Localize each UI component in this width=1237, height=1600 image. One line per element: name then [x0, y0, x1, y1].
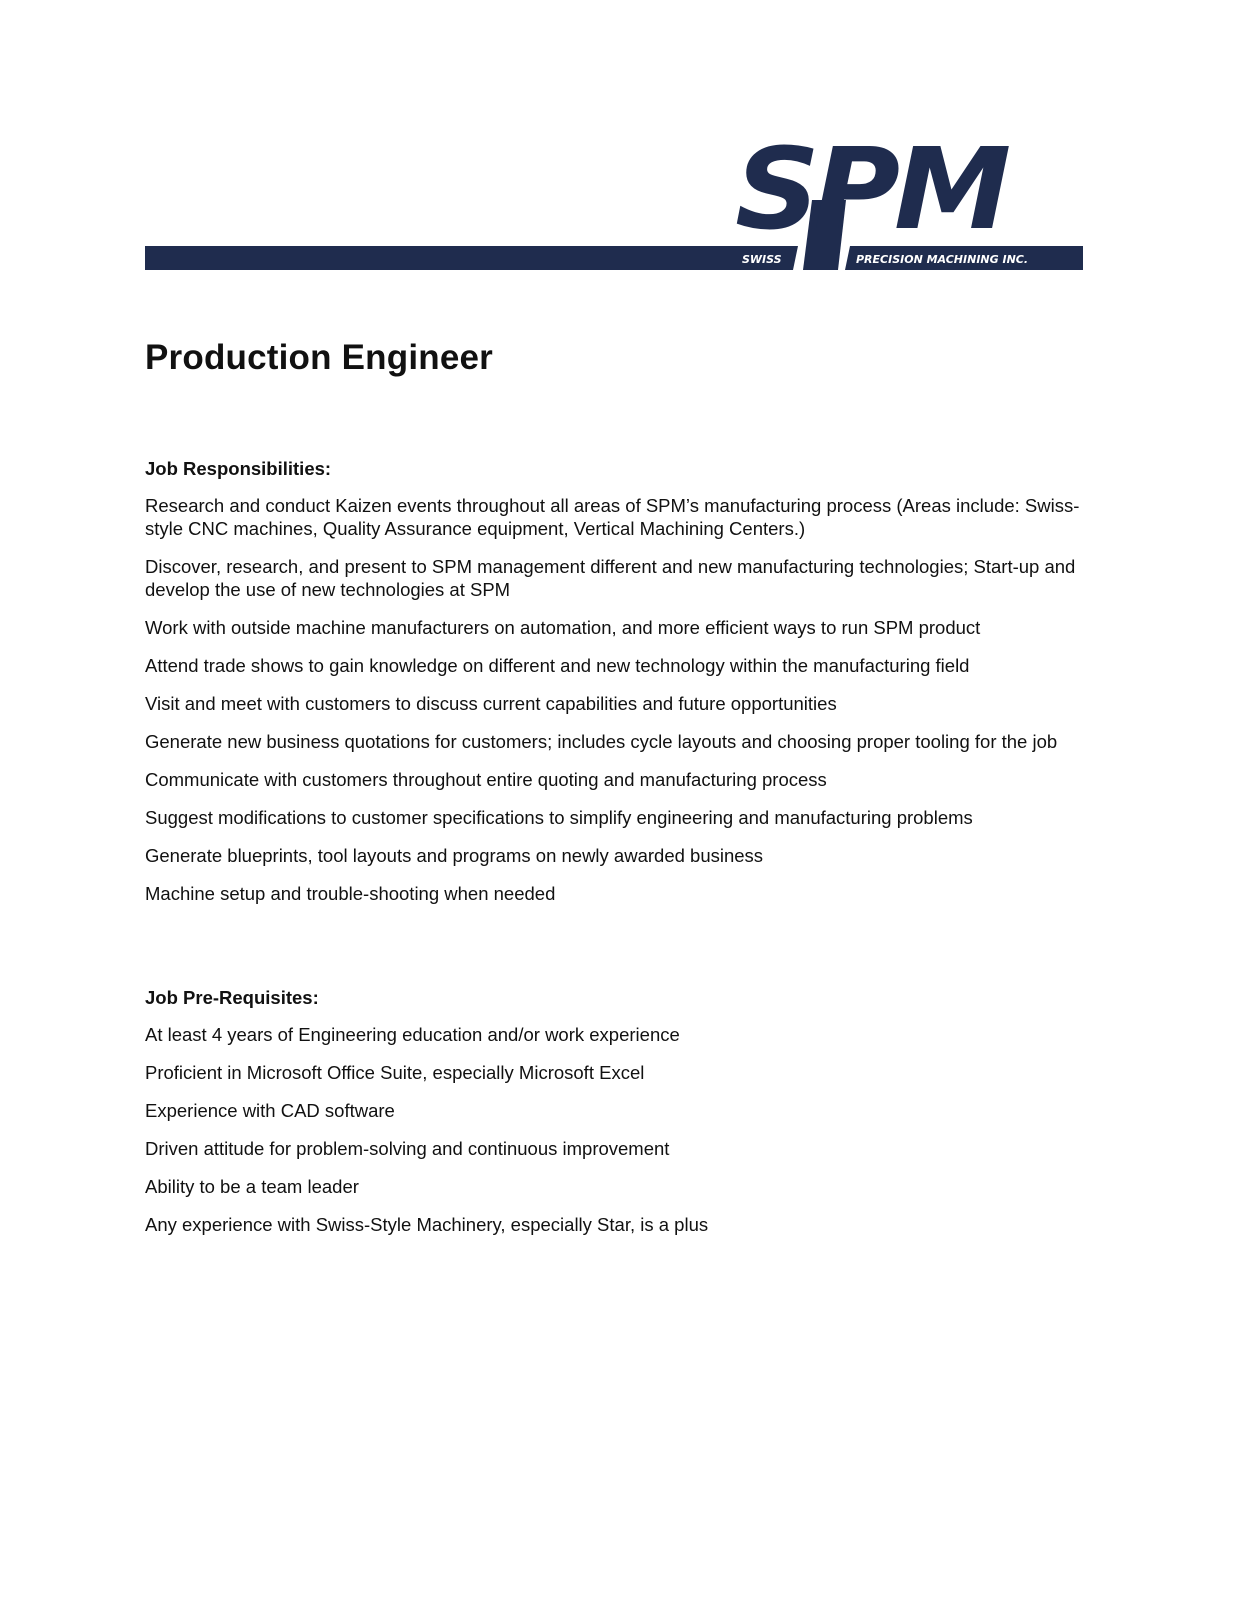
logo-wordmark: SPM	[735, 125, 1010, 255]
list-item: Generate blueprints, tool layouts and programs on newly awarded business	[145, 845, 764, 866]
company-logo	[0, 0, 1237, 300]
prerequisites-heading: Job Pre-Requisites:	[145, 987, 319, 1008]
list-item: Driven attitude for problem-solving and continuous improvement	[145, 1138, 670, 1159]
prerequisites-section	[145, 987, 1095, 1251]
list-item: Proficient in Microsoft Office Suite, especially Microsoft Excel	[145, 1062, 645, 1083]
list-item: Work with outside machine manufacturers on automation, and more efficient ways to run SPM product	[145, 617, 981, 638]
list-item: Discover, research, and present to SPM management different and new manufacturing technologies; Start-up and develop the use of new technologies at SPM	[145, 556, 1076, 600]
responsibilities-list	[145, 494, 1095, 905]
list-item: Any experience with Swiss-Style Machinery, especially Star, is a plus	[145, 1214, 709, 1235]
list-item: Ability to be a team leader	[145, 1176, 359, 1197]
list-item: Generate new business quotations for customers; includes cycle layouts and choosing proper tooling for the job	[145, 731, 1058, 752]
page-title: Production Engineer	[145, 338, 493, 377]
logo-precision-text: PRECISION MACHINING INC.	[856, 253, 1029, 266]
list-item: Research and conduct Kaizen events throughout all areas of SPM’s manufacturing process (Areas include: Swiss-style CNC machines, Quality Assurance equipment, Vertical Machining Centers.)	[145, 495, 1080, 539]
list-item: Suggest modifications to customer specifications to simplify engineering and manufacturing problems	[145, 807, 973, 828]
logo-swiss-text: SWISS	[742, 253, 782, 266]
list-item: Visit and meet with customers to discuss current capabilities and future opportunities	[145, 693, 837, 714]
responsibilities-section	[145, 458, 1095, 920]
list-item: Attend trade shows to gain knowledge on different and new technology within the manufacturing field	[145, 655, 970, 676]
prerequisites-list	[145, 1023, 1095, 1236]
responsibilities-heading: Job Responsibilities:	[145, 458, 332, 479]
list-item: Communicate with customers throughout entire quoting and manufacturing process	[145, 769, 827, 790]
list-item: Experience with CAD software	[145, 1100, 395, 1121]
list-item: At least 4 years of Engineering education and/or work experience	[145, 1024, 680, 1045]
list-item: Machine setup and trouble-shooting when needed	[145, 883, 556, 904]
